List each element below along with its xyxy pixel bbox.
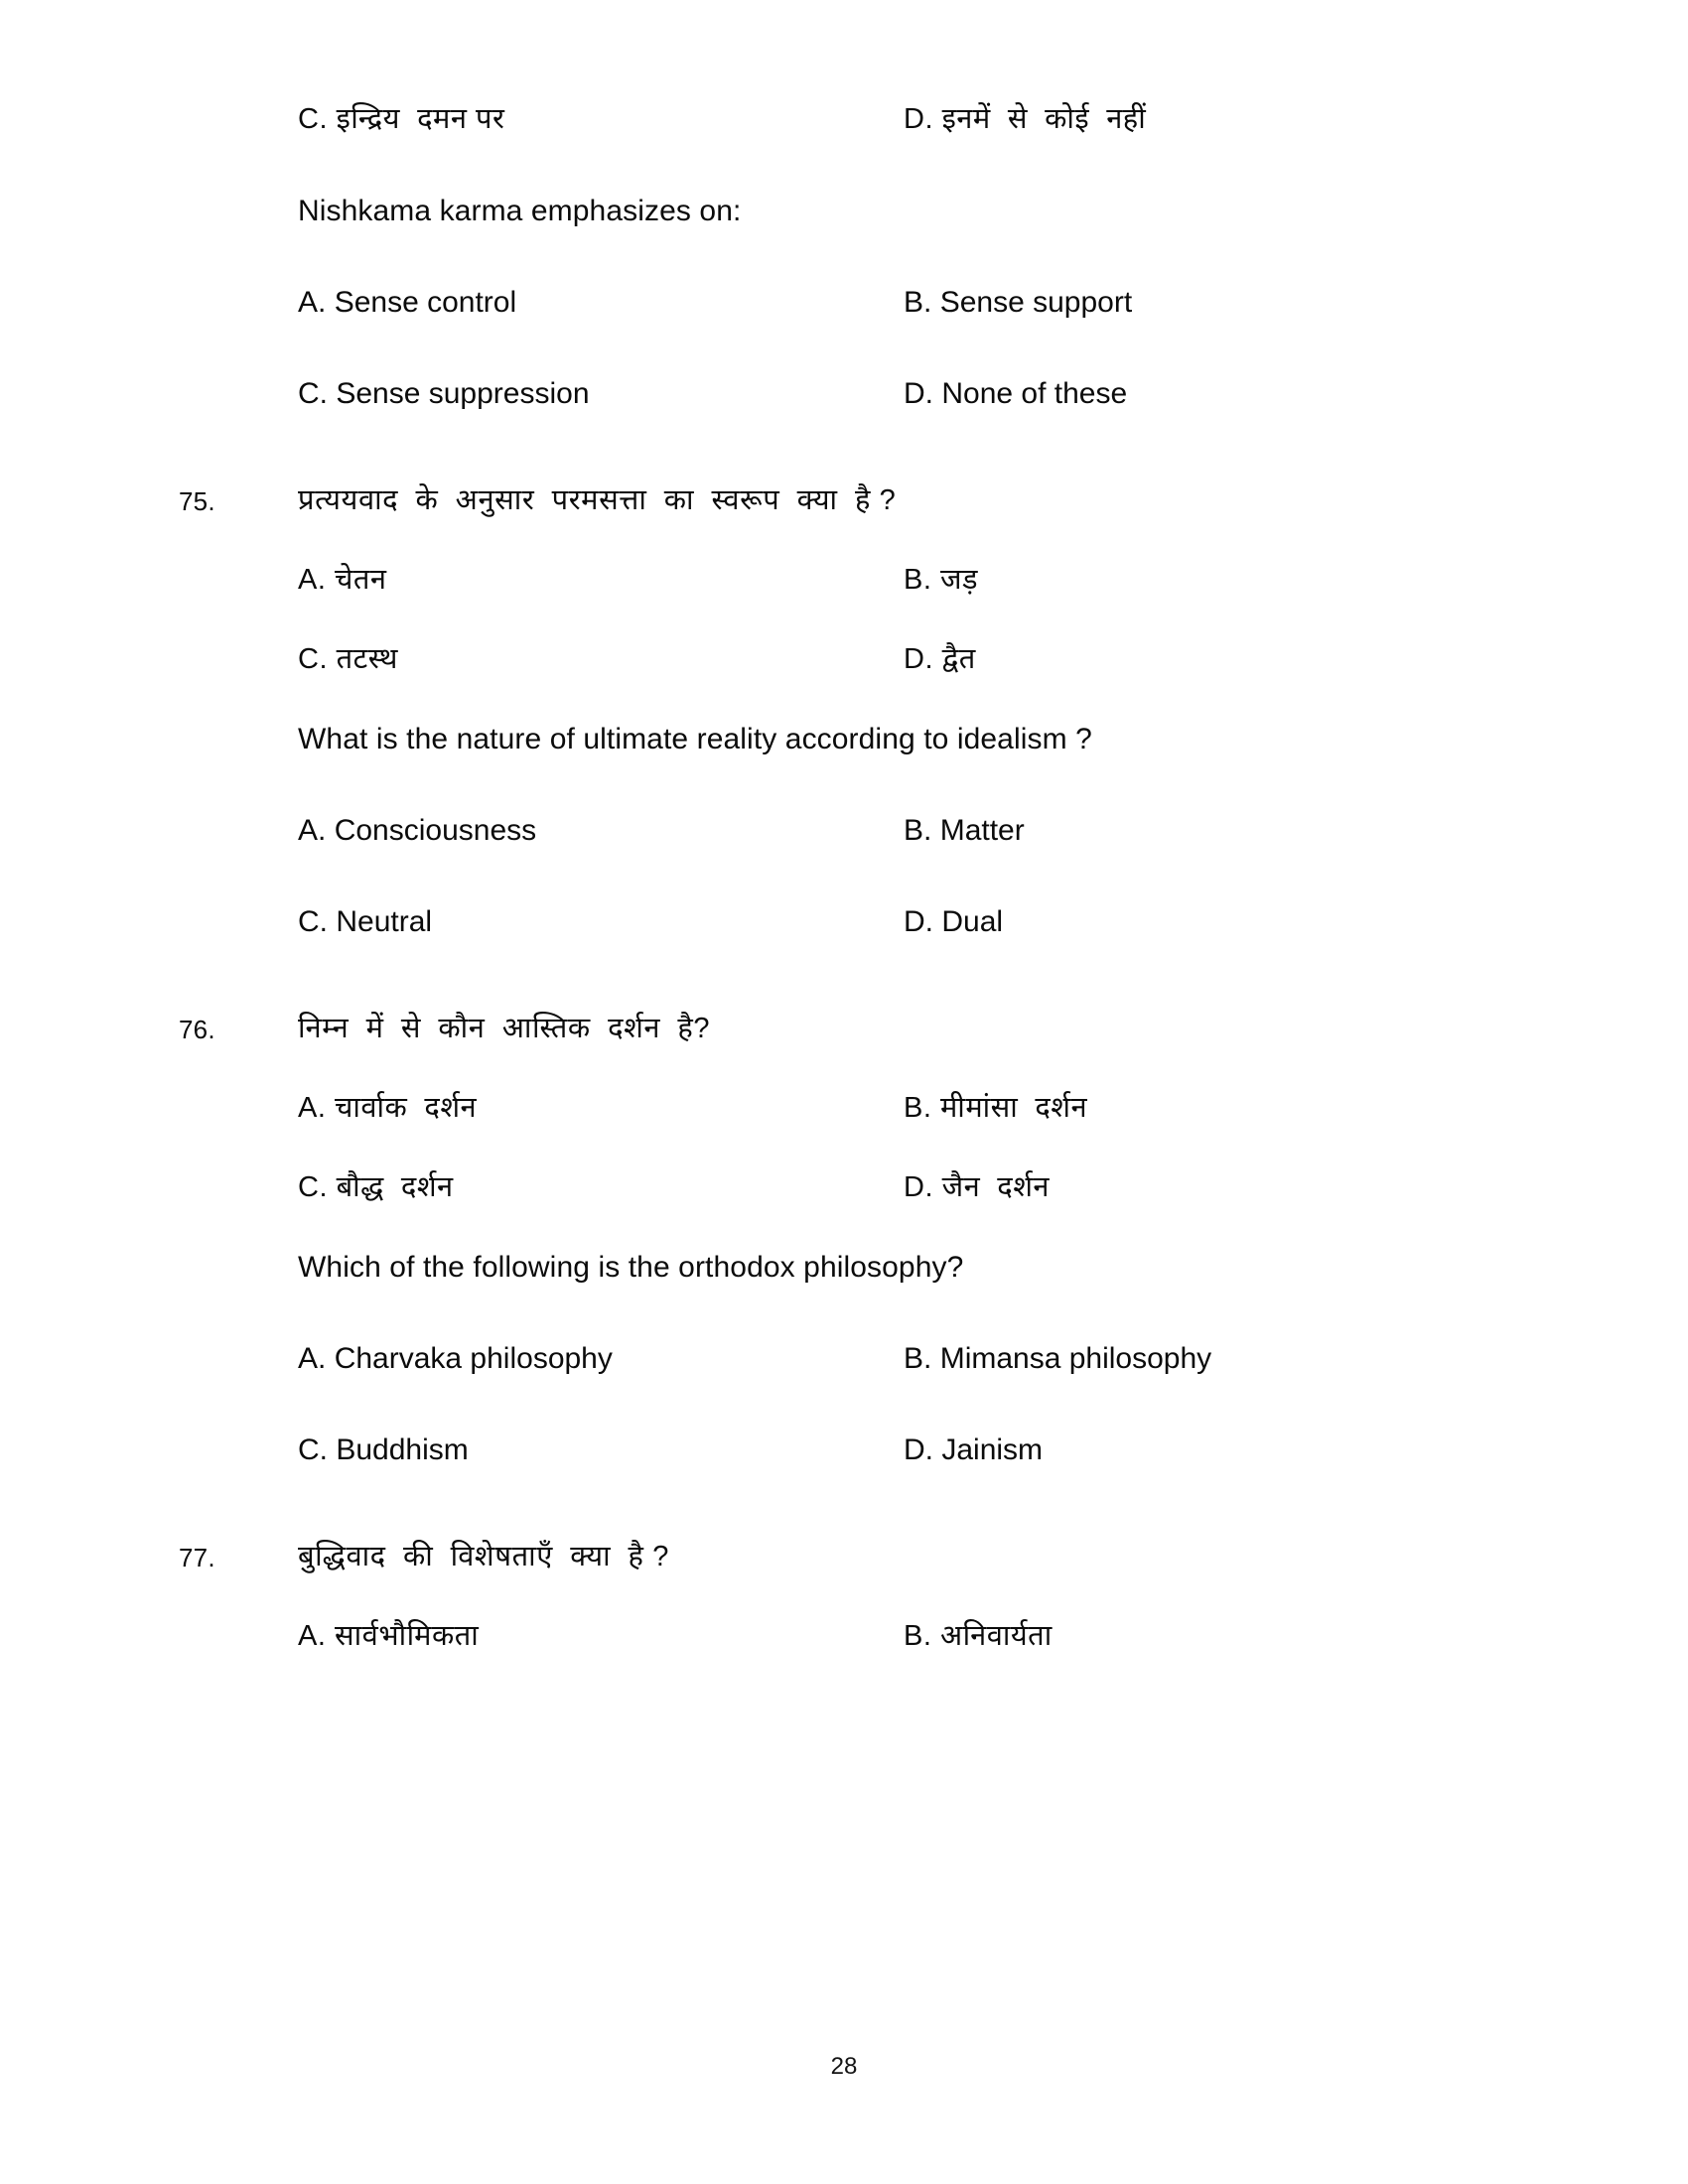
spacer [179,236,1509,282]
question-76-number-placeholder-2 [179,1167,298,1171]
spacer [179,1582,1509,1616]
question-76-english-options-cd [298,1430,1509,1471]
option-a[interactable] [298,560,904,601]
spacer [179,764,1509,810]
carryover-options-top-row [179,99,1509,145]
question-75-english-row [179,719,1509,764]
option-d[interactable] [904,1430,1509,1471]
option-label: B. [904,1620,932,1652]
option-label: C. [298,1433,328,1466]
spacer [179,145,1509,191]
option-text: अनिवार्यता [939,1620,1053,1652]
spacer [179,1054,1509,1088]
option-b[interactable] [904,1088,1509,1129]
carryover-question-number-placeholder-2 [179,191,298,195]
carryover-english-question-text: Nishkama karma emphasizes on: [298,195,742,227]
option-label: C. [298,103,328,135]
option-text: None of these [941,377,1128,410]
option-label: D. [904,377,933,410]
option-b[interactable] [904,560,1509,601]
question-76-number-placeholder [179,1088,298,1092]
question-75-hindi-options-ab [298,560,1509,601]
option-b[interactable] [904,1338,1509,1380]
question-76-hindi-options-ab [298,1088,1509,1129]
carryover-english-options-row-cd [179,373,1509,419]
option-text: चेतन [334,564,387,596]
question-76-number: 76. [179,1015,215,1044]
option-label: B. [904,1342,932,1375]
question-76-english-options-row-cd [179,1430,1509,1475]
option-text: Consciousness [334,814,537,847]
option-text: इनमें से कोई नहीं [941,103,1147,135]
option-text: Jainism [941,1433,1044,1466]
question-76-number-placeholder-3 [179,1247,298,1251]
question-76-hindi-options-row-cd [179,1167,1509,1213]
option-text: Sense support [939,286,1133,319]
carryover-options-top [298,99,1509,140]
option-d[interactable] [904,639,1509,680]
option-label: B. [904,286,932,319]
question-75-english-options-ab [298,810,1509,852]
spacer [179,1293,1509,1338]
question-77-hindi-options-ab [298,1616,1509,1657]
question-75-hindi-row [179,480,1509,526]
question-77-hindi-options-row-ab [179,1616,1509,1662]
carryover-question-number-placeholder-4 [179,373,298,377]
option-text: Buddhism [336,1433,469,1466]
option-c[interactable] [298,373,904,415]
option-text: Sense suppression [336,377,590,410]
option-label: A. [298,1342,327,1375]
spacer [179,685,1509,719]
spacer [179,1475,1509,1537]
question-77-number: 77. [179,1543,215,1572]
carryover-question-number-placeholder-3 [179,282,298,286]
question-76-english-options-row-ab [179,1338,1509,1384]
question-75-english-text: What is the nature of ultimate reality according to idealism ? [298,723,1092,755]
option-label: D. [904,643,933,675]
option-label: D. [904,905,933,938]
option-text: Matter [939,814,1025,847]
option-label: C. [298,377,328,410]
option-text: Charvaka philosophy [334,1342,613,1375]
question-76-english-text: Which of the following is the orthodox philosophy? [298,1251,964,1284]
carryover-english-question-row [179,191,1509,236]
carryover-english-options-cd [298,373,1509,415]
question-75-number-placeholder-3 [179,719,298,723]
option-text: जड़ [939,564,979,596]
spacer [179,419,1509,480]
option-label: C. [298,643,328,675]
option-b[interactable] [904,810,1509,852]
question-75-hindi-text: प्रत्ययवाद के अनुसार परमसत्ता का स्वरूप क्या है ? [298,484,897,516]
question-75-english-options-cd [298,901,1509,943]
option-c[interactable] [298,1167,904,1208]
option-a[interactable] [298,1088,904,1129]
option-c[interactable] [298,1430,904,1471]
option-d[interactable] [904,99,1509,140]
question-76-block [179,1009,1509,1475]
option-label: C. [298,905,328,938]
option-c[interactable] [298,901,904,943]
option-text: इन्द्रिय दमन पर [336,103,505,135]
question-75-hindi-options-row-cd [179,639,1509,685]
option-d[interactable] [904,901,1509,943]
option-text: Neutral [336,905,433,938]
question-76-hindi-options-cd [298,1167,1509,1208]
option-label: A. [298,814,327,847]
question-75-number-placeholder-5 [179,901,298,905]
page-number: 28 [830,2053,858,2080]
question-77-block [179,1537,1509,1662]
spacer [179,1384,1509,1430]
question-75-hindi-options-row-ab [179,560,1509,606]
option-text: द्वैत [941,643,976,675]
spacer [179,856,1509,901]
option-label: B. [904,1092,932,1124]
option-label: A. [298,564,327,596]
question-76-number-placeholder-5 [179,1430,298,1433]
option-label: D. [904,103,933,135]
option-text: Mimansa philosophy [939,1342,1212,1375]
option-a[interactable] [298,810,904,852]
spacer [179,1134,1509,1167]
question-75-english-options-row-cd [179,901,1509,947]
option-a[interactable] [298,1616,904,1657]
option-c[interactable] [298,639,904,680]
question-77-number-placeholder [179,1616,298,1620]
option-text: Dual [941,905,1004,938]
option-text: जैन दर्शन [941,1171,1051,1203]
question-76-hindi-row [179,1009,1509,1054]
carryover-english-options-ab [298,282,1509,324]
carryover-question-number-placeholder [179,99,298,103]
option-text: सार्वभौमिकता [334,1620,480,1652]
question-75-block [179,480,1509,947]
spacer [179,947,1509,1009]
spacer [179,328,1509,373]
option-b[interactable] [904,1616,1509,1657]
option-a[interactable] [298,1338,904,1380]
option-label: A. [298,286,327,319]
option-label: D. [904,1433,933,1466]
question-76-english-row [179,1247,1509,1293]
carryover-english-options-row-ab [179,282,1509,328]
option-c[interactable] [298,99,904,140]
question-76-english-options-ab [298,1338,1509,1380]
option-label: D. [904,1171,933,1203]
question-75-english-options-row-ab [179,810,1509,856]
option-text: बौद्ध दर्शन [336,1171,454,1203]
question-75-number: 75. [179,486,215,516]
question-77-hindi-row [179,1537,1509,1582]
option-text: तटस्थ [336,643,398,675]
spacer [179,1213,1509,1247]
option-d[interactable] [904,1167,1509,1208]
option-text: चार्वाक दर्शन [334,1092,478,1124]
carryover-question-block [179,99,1509,419]
spacer [179,606,1509,639]
question-75-number-placeholder-4 [179,810,298,814]
question-76-number-placeholder-4 [179,1338,298,1342]
question-75-hindi-options-cd [298,639,1509,680]
option-text: Sense control [334,286,517,319]
option-d[interactable] [904,373,1509,415]
question-77-hindi-text: बुद्धिवाद की विशेषताएँ क्या है ? [298,1541,669,1572]
option-a[interactable] [298,282,904,324]
option-label: B. [904,564,932,596]
question-76-hindi-text: निम्न में से कौन आस्तिक दर्शन है? [298,1013,711,1044]
option-label: C. [298,1171,328,1203]
question-76-hindi-options-row-ab [179,1088,1509,1134]
option-b[interactable] [904,282,1509,324]
option-label: A. [298,1620,327,1652]
question-75-number-placeholder [179,560,298,564]
question-75-number-placeholder-2 [179,639,298,643]
spacer [179,526,1509,560]
option-text: मीमांसा दर्शन [939,1092,1088,1124]
option-label: A. [298,1092,327,1124]
option-label: B. [904,814,932,847]
